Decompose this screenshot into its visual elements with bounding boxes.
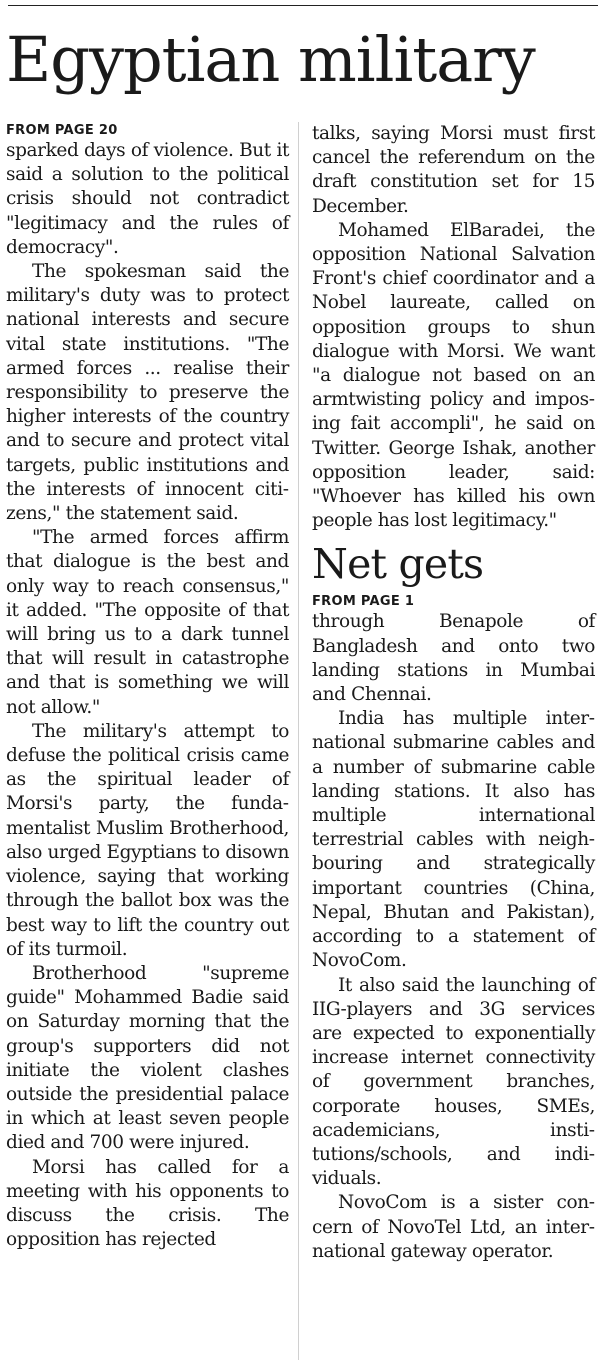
- column-divider: [298, 122, 299, 1360]
- article2-paragraph: India has multiple international submarine cables and a number of submarine cable landing stations. It also has multiple international terrestrial cables with neighbouring and strategically important countries (China, Nepal, Bhutan and Pakistan), according to a statement of NovoCom.: [312, 708, 595, 972]
- article1-paragraph: Mohamed ElBaradei, the opposition National Salvation Front's chief coordinator and a Nobel laureate, called on opposition groups to shun dialogue with Morsi. We want "a dialogue not based on an armtwisting policy and imposing fait accompli", he said on Twitter. George Ishak, another opposition leader, said: "Whoever has killed his own people has lost legitimacy.": [312, 219, 595, 532]
- article1-paragraph: Brotherhood "supreme guide" Mohammed Badie said on Saturday morning that the group's supporters did not initiate the violent clashes outside the presidential palace in which at least seven people died and 700 were injured.: [6, 962, 289, 1154]
- article1-paragraph: sparked days of violence. But it said a solution to the political crisis should not contradict "legitimacy and the rules of democracy".: [6, 140, 289, 258]
- article1-paragraph: Morsi has called for a meeting with his opponents to discuss the crisis. The opposition has rejected: [6, 1156, 289, 1251]
- column-left: [6, 122, 289, 1252]
- article1-paragraph: "The armed forces affirm that dialogue is the best and only way to reach consensus," it added. "The opposite of that will bring us to a dark tunnel that will result in catastrophe and that is something we will not allow.": [6, 527, 289, 718]
- article1-kicker: FROM PAGE 20: [6, 123, 118, 138]
- headline: Egyptian military: [6, 23, 535, 96]
- article1-paragraph: The spokesman said the military's duty was to protect national interests and secure vital state institutions. "The armed forces ... realise their responsibility to preserve the higher interests of the country and to secure and protect vital targets, public institutions and the interests of innocent citizens," the statement said.: [6, 261, 289, 525]
- column-right: [312, 122, 595, 1264]
- article2-paragraph: It also said the launching of IIG-players and 3G services are expected to exponentially increase internet connectivity of government branches, corporate houses, SMEs, academicians, institutions/schools, and individuals.: [312, 974, 595, 1190]
- article2-headline: Net gets: [312, 540, 484, 589]
- top-rule: [8, 5, 598, 6]
- article1-paragraph: The military's attempt to defuse the political crisis came as the spiritual leader of Morsi's party, the fundamentalist Muslim Brotherhood, also urged Egyptians to disown violence, saying that working through the ballot box was the best way to lift the country out of its turmoil.: [6, 720, 289, 960]
- article2-paragraph: through Benapole of Bangladesh and onto two landing stations in Mumbai and Chennai.: [312, 611, 595, 706]
- article1-paragraph-continued: talks, saying Morsi must first cancel the referendum on the draft constitution set for 15 December.: [312, 123, 595, 217]
- article2-paragraph: NovoCom is a sister concern of NovoTel Ltd, an international gateway operator.: [312, 1192, 595, 1262]
- article2-kicker: FROM PAGE 1: [312, 594, 415, 610]
